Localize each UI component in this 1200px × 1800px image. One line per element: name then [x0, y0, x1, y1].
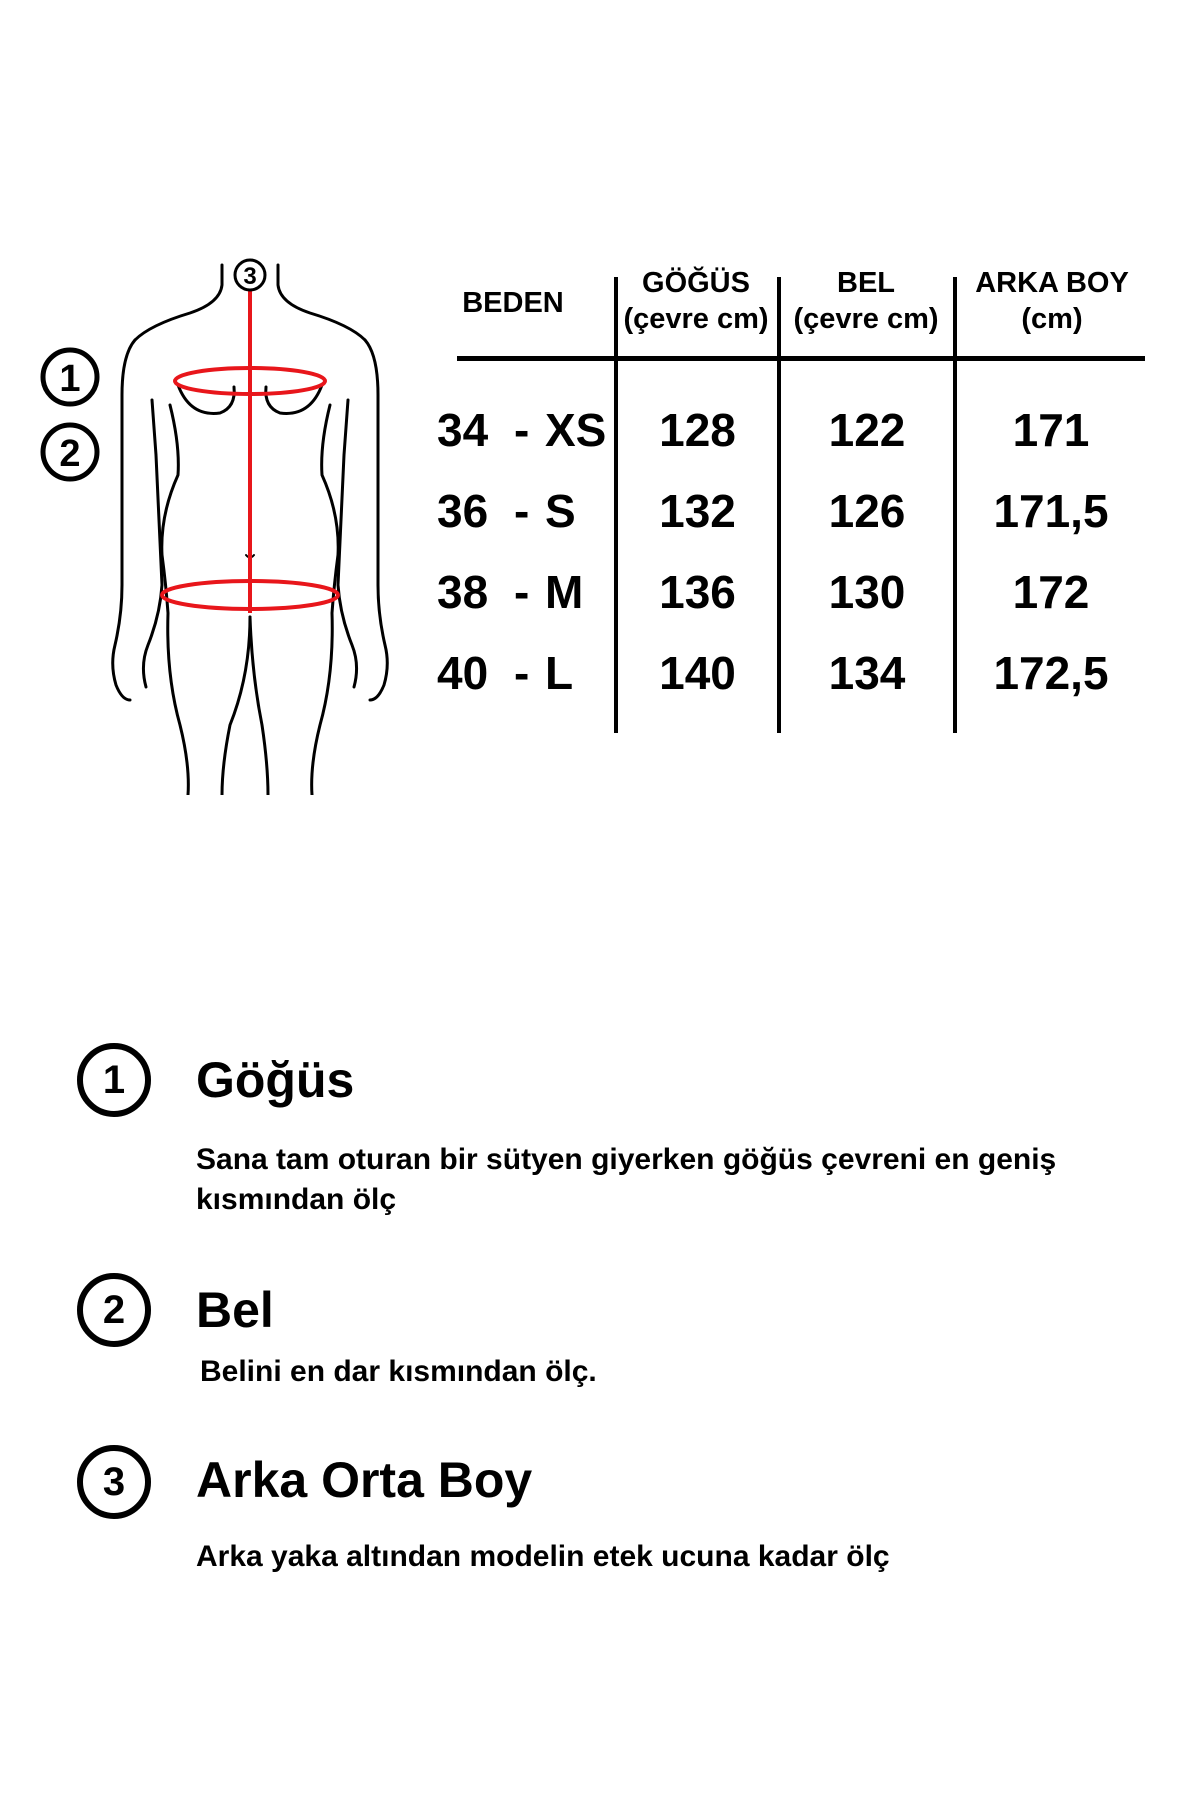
- size-code: S: [545, 485, 576, 537]
- legend-number-badge: 3: [77, 1445, 151, 1519]
- legend-description: Arka yaka altından modelin etek ucuna kadar ölç: [196, 1540, 890, 1573]
- size-dash: -: [514, 647, 530, 699]
- figure-marker-2: [43, 425, 97, 479]
- legend-title: Arka Orta Boy: [196, 1452, 533, 1508]
- header-beden: BEDEN: [462, 287, 564, 319]
- legend-description: Belini en dar kısmından ölç.: [200, 1355, 597, 1388]
- legend-number-badge: 2: [77, 1273, 151, 1347]
- size-dash: -: [514, 485, 530, 537]
- cell-arka-boy: 172,5: [993, 647, 1109, 699]
- cell-arka-boy: 171: [1012, 404, 1090, 456]
- header-bel: BEL (çevre cm): [793, 267, 939, 335]
- size-number: 40: [437, 647, 489, 699]
- legend-title: Göğüs: [196, 1052, 355, 1108]
- size-dash: -: [514, 404, 530, 456]
- legend-number-badge: 1: [77, 1043, 151, 1117]
- cell-arka-boy: 171,5: [993, 485, 1109, 537]
- header-gogus: GÖĞÜS (çevre cm): [623, 267, 769, 335]
- figure-marker-1: [43, 350, 97, 404]
- svg-text:3: 3: [243, 263, 257, 290]
- cell-gogus: 140: [659, 647, 736, 699]
- size-number: 34: [437, 404, 489, 456]
- cell-bel: 122: [828, 404, 906, 456]
- cell-gogus: 128: [659, 404, 736, 456]
- header-divider: [457, 356, 1145, 361]
- cell-gogus: 132: [659, 485, 736, 537]
- size-code: XS: [545, 404, 607, 456]
- header-arka-boy: ARKA BOY (cm): [975, 267, 1129, 335]
- legend-title: Bel: [196, 1282, 274, 1338]
- size-number: 38: [437, 566, 489, 618]
- size-number: 36: [437, 485, 489, 537]
- size-code: L: [545, 647, 574, 699]
- legend-description: Sana tam oturan bir sütyen giyerken göğüs çevreni en geniş kısmından ölç: [196, 1143, 1057, 1216]
- size-code: M: [545, 566, 584, 618]
- svg-text:2: 2: [59, 433, 81, 475]
- cell-bel: 126: [828, 485, 906, 537]
- svg-text:1: 1: [59, 358, 81, 400]
- cell-bel: 130: [828, 566, 906, 618]
- figure-marker-3: [235, 260, 265, 290]
- cell-gogus: 136: [659, 566, 736, 618]
- size-dash: -: [514, 566, 530, 618]
- cell-arka-boy: 172: [1012, 566, 1090, 618]
- cell-bel: 134: [828, 647, 906, 699]
- body-measurement-figure: [30, 255, 410, 795]
